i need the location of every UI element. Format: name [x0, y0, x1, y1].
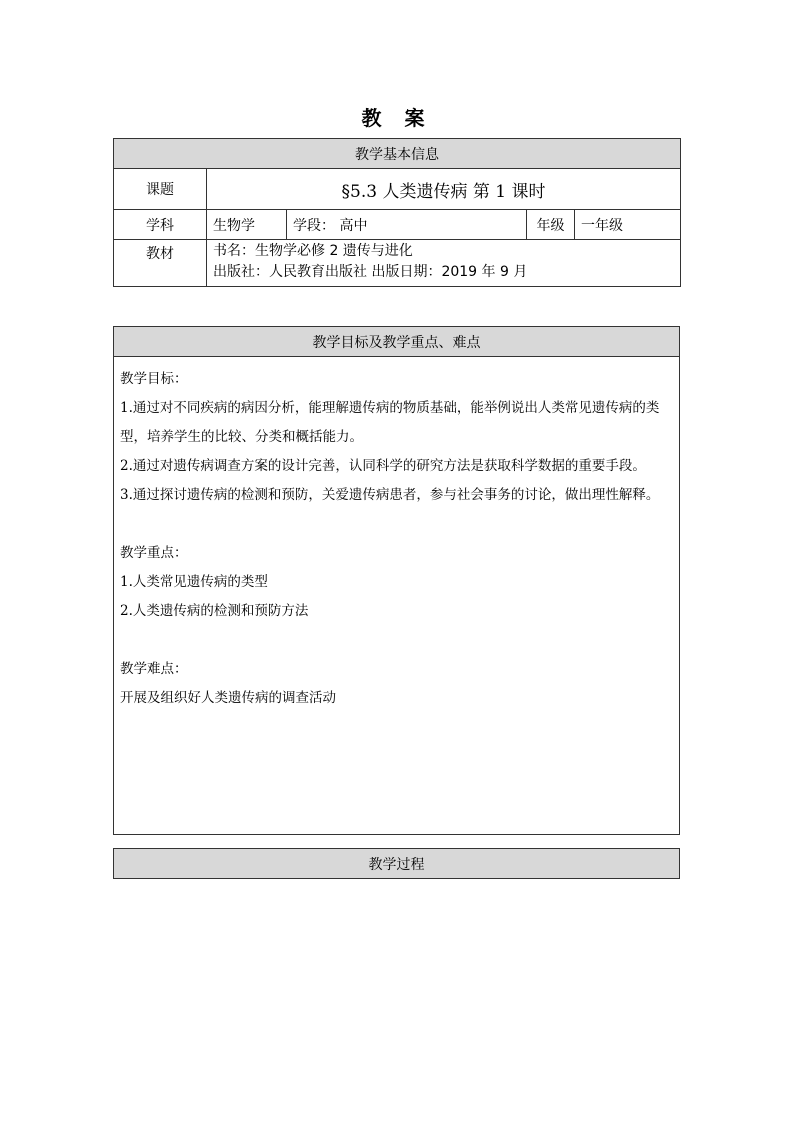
process-header: 教学过程: [114, 849, 680, 879]
topic-label: 课题: [114, 169, 207, 210]
goal-1-line-1: 1.通过对不同疾病的病因分析，能理解遗传病的物质基础，能举例说出人类常见遗传病的类: [120, 400, 660, 416]
key-point-2: 2.人类遗传病的检测和预防方法: [120, 603, 309, 619]
process-table: [113, 848, 680, 879]
key-point-1: 1.人类常见遗传病的类型: [120, 574, 268, 590]
basic-info-table: [113, 138, 681, 287]
basic-info-header: 教学基本信息: [114, 139, 681, 169]
grade-label: 年级: [527, 210, 575, 240]
objectives-header: 教学目标及教学重点、难点: [114, 327, 680, 357]
book-name-line: 书名：生物学必修 2 遗传与进化: [213, 243, 413, 259]
stage-label: 学段： 高中: [287, 210, 527, 240]
textbook-label: 教材: [114, 240, 207, 287]
goal-1-line-2: 型，培养学生的比较、分类和概括能力。: [120, 429, 363, 445]
spacer: [120, 626, 673, 655]
key-points-heading: 教学重点：: [120, 545, 188, 561]
difficulty-1: 开展及组织好人类遗传病的调查活动: [120, 690, 336, 706]
document-title: 教 案: [361, 106, 433, 130]
topic-value: §5.3 人类遗传病 第 1 课时: [207, 169, 681, 210]
objectives-body: [114, 357, 680, 835]
textbook-value: [207, 240, 681, 287]
subject-value: 生物学: [207, 210, 287, 240]
spacer: [120, 510, 673, 539]
subject-label: 学科: [114, 210, 207, 240]
goals-heading: 教学目标：: [120, 371, 188, 387]
difficulty-heading: 教学难点：: [120, 661, 188, 677]
goal-2: 2.通过对遗传病调查方案的设计完善，认同科学的研究方法是获取科学数据的重要手段。: [120, 458, 646, 474]
grade-value: 一年级: [575, 210, 681, 240]
publisher-line: 出版社：人民教育出版社 出版日期：2019 年 9 月: [213, 264, 528, 280]
goal-3: 3.通过探讨遗传病的检测和预防，关爱遗传病患者，参与社会事务的讨论，做出理性解释。: [120, 487, 660, 503]
objectives-table: [113, 326, 680, 835]
